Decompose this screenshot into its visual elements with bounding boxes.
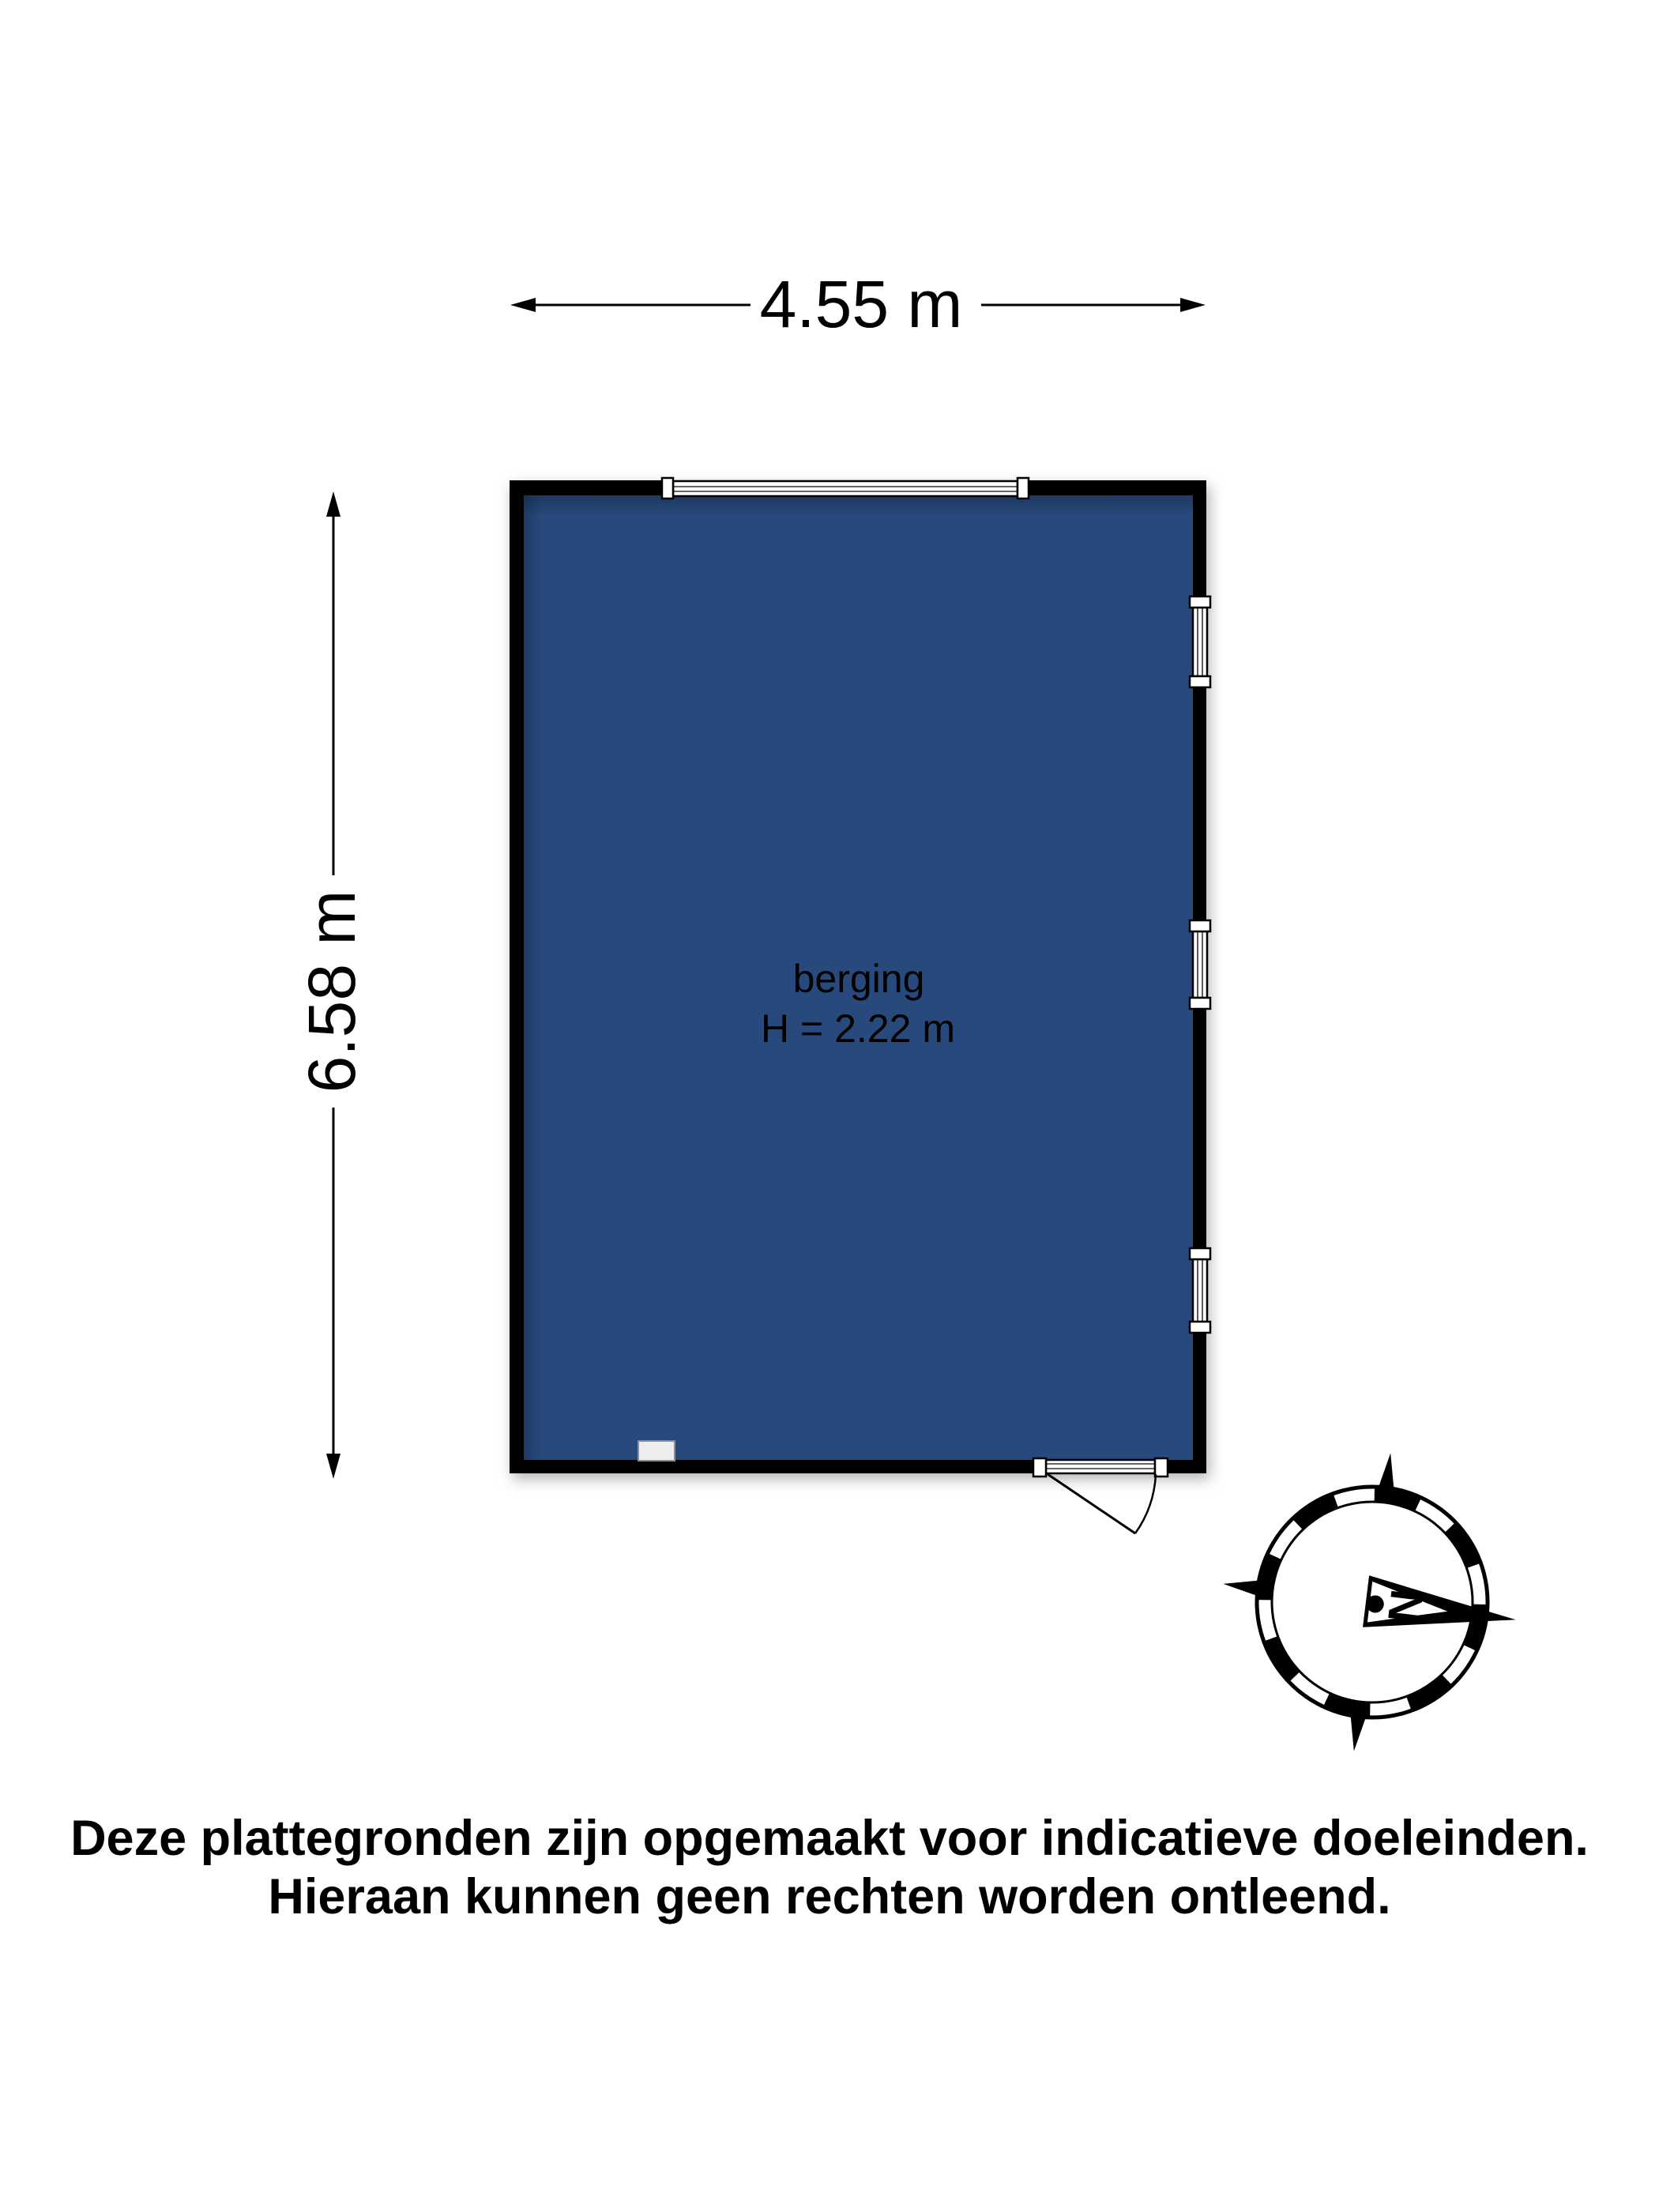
window-top-cap-left [662,478,673,498]
meter-box [638,1441,675,1461]
door [1033,1458,1168,1533]
window-top-cap-right [1018,478,1029,498]
window-right-2 [1190,920,1210,1009]
window-right-2-cap-bottom [1190,998,1210,1009]
window-right-1-cap-top [1190,596,1210,608]
window-right-1 [1190,596,1210,687]
north-label: N [1377,1586,1433,1626]
disclaimer-line-1: Deze plattegronden zijn opgemaakt voor indicatieve doeleinden. [70,1811,1589,1866]
door-leaf [1048,1474,1135,1533]
window-right-3-cap-bottom [1190,1322,1210,1333]
floor-inner-shadow-top [524,495,1193,516]
door-swing-arc [1135,1474,1156,1533]
arrowhead-up-icon [326,491,340,517]
door-jamb-left [1033,1458,1046,1477]
floor-inner-shadow-left [524,495,541,1460]
window-right-3 [1190,1248,1210,1333]
dimension-depth-label: 6.58 m [295,890,369,1093]
disclaimer-line-2: Hieraan kunnen geen rechten worden ontleend. [268,1869,1391,1924]
dimension-width-label: 4.55 m [759,267,963,341]
window-right-2-cap-top [1190,920,1210,931]
door-threshold [1046,1460,1155,1473]
arrowhead-right-icon [1180,298,1206,312]
room-label: berging [792,957,925,1001]
arrowhead-left-icon [510,298,536,312]
window-top [662,478,1029,498]
window-right-3-cap-top [1190,1248,1210,1259]
door-jamb-right [1155,1458,1168,1477]
arrowhead-down-icon [326,1454,340,1479]
room-height-label: H = 2.22 m [761,1006,955,1051]
compass [1205,1435,1534,1769]
window-right-1-cap-bottom [1190,676,1210,687]
